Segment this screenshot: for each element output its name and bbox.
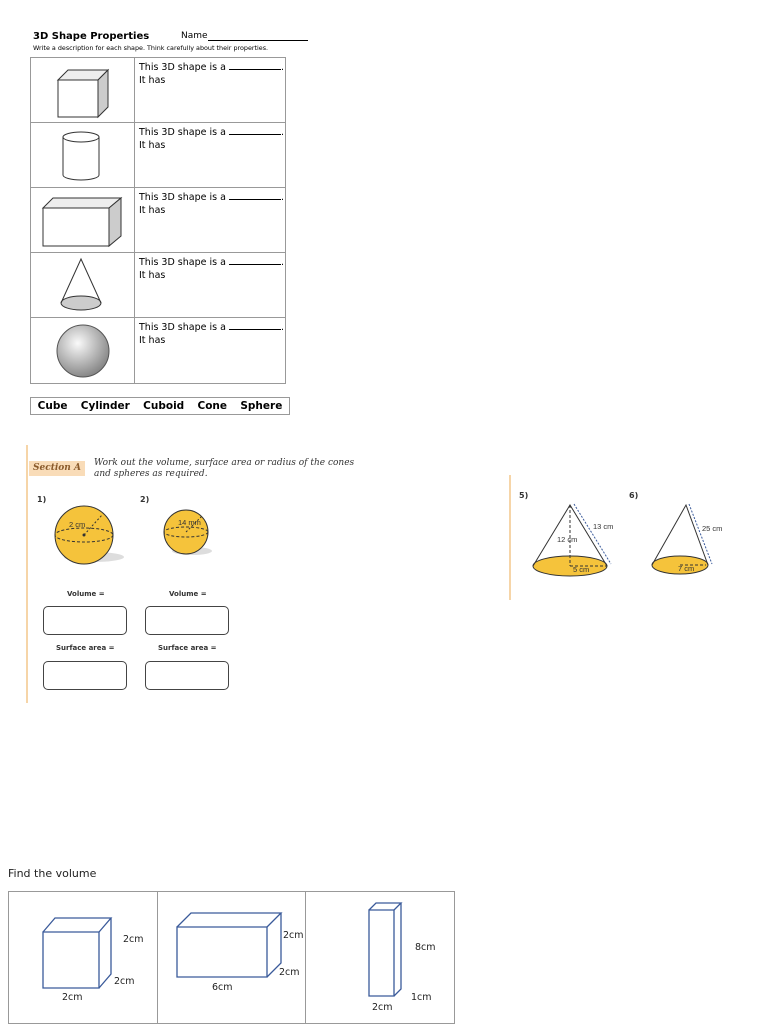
shape-question: This 3D shape is a . (139, 257, 284, 268)
shape-question: This 3D shape is a . (139, 322, 284, 333)
surface-area-answer-box[interactable] (43, 661, 127, 690)
question-number: 2) (140, 495, 150, 504)
sphere-diagram (50, 503, 130, 568)
radius-label: 7 cm (678, 564, 695, 573)
word-bank (30, 397, 290, 415)
volume-answer-box[interactable] (43, 606, 127, 635)
height-label: 2cm (283, 930, 304, 941)
sphere-diagram (160, 509, 220, 559)
table-row (31, 123, 285, 188)
surface-area-answer-box[interactable] (145, 661, 229, 690)
sphere-icon (31, 318, 135, 383)
width-label: 2cm (62, 992, 83, 1003)
cube-outline-icon (9, 892, 158, 1023)
width-label: 2cm (372, 1002, 393, 1013)
table-row (31, 318, 285, 383)
word-bank-item: Cuboid (143, 400, 185, 412)
answer-blank[interactable] (229, 256, 281, 265)
shape-question: This 3D shape is a . (139, 127, 284, 138)
answer-blank[interactable] (229, 126, 281, 135)
volume-table (8, 891, 455, 1024)
word-bank-item: Sphere (240, 400, 283, 412)
section-divider (26, 445, 28, 703)
cone-icon (31, 253, 135, 317)
shape-properties: It has (139, 270, 166, 281)
cuboid-icon (31, 188, 135, 252)
shape-properties: It has (139, 75, 166, 86)
answer-blank[interactable] (229, 191, 281, 200)
name-label: Name (181, 31, 208, 41)
surface-area-label: Surface area = (158, 644, 217, 652)
volume-cell (9, 892, 158, 1023)
table-row (31, 188, 285, 253)
shape-question: This 3D shape is a . (139, 62, 284, 73)
cube-icon (31, 58, 135, 122)
slant-label: 13 cm (593, 522, 614, 531)
volume-label: Volume = (169, 590, 207, 598)
answer-blank[interactable] (229, 321, 281, 330)
shape-properties: It has (139, 140, 166, 151)
section-divider (509, 475, 511, 600)
radius-label: 2 cm (69, 520, 86, 529)
volume-cell (306, 892, 454, 1023)
word-bank-item: Cone (197, 400, 228, 412)
question-number: 6) (629, 491, 639, 500)
height-label: 8cm (415, 942, 436, 953)
shape-question: This 3D shape is a . (139, 192, 284, 203)
answer-blank[interactable] (229, 61, 281, 70)
cone-diagram (525, 500, 620, 580)
depth-label: 2cm (114, 976, 135, 987)
surface-area-label: Surface area = (56, 644, 115, 652)
table-row (31, 58, 285, 123)
shape-properties: It has (139, 335, 166, 346)
cone-diagram (648, 500, 733, 580)
depth-label: 2cm (279, 967, 300, 978)
volume-cell (158, 892, 306, 1023)
cuboid-outline-icon (158, 892, 306, 1023)
table-row (31, 253, 285, 318)
height-label: 12 cm (557, 535, 578, 544)
slant-label: 25 cm (702, 524, 723, 533)
section-instructions: Work out the volume, surface area or radius of the cones and spheres as required. (94, 458, 355, 479)
shape-table (30, 57, 286, 384)
depth-label: 1cm (411, 992, 432, 1003)
word-bank-item: Cube (37, 400, 68, 412)
question-number: 5) (519, 491, 529, 500)
radius-label: 5 cm (573, 565, 590, 574)
volume-title: Find the volume (8, 867, 97, 880)
word-bank-item: Cylinder (80, 400, 130, 412)
shape-properties: It has (139, 205, 166, 216)
question-number: 1) (37, 495, 47, 504)
cylinder-icon (31, 123, 135, 187)
volume-label: Volume = (67, 590, 105, 598)
worksheet-instructions: Write a description for each shape. Think carefully about their properties. (33, 44, 269, 52)
worksheet-title: 3D Shape Properties (33, 31, 150, 42)
volume-answer-box[interactable] (145, 606, 229, 635)
height-label: 2cm (123, 934, 144, 945)
radius-label: 14 mm (178, 518, 201, 527)
name-field[interactable] (181, 31, 308, 41)
width-label: 6cm (212, 982, 233, 993)
section-badge: Section A (29, 461, 85, 476)
